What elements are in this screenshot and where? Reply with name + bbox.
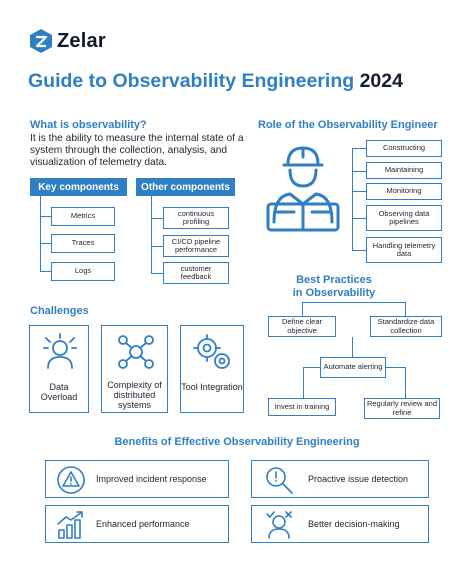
page-title bbox=[28, 70, 403, 93]
what-is-heading: What is observability? bbox=[30, 119, 147, 131]
challenge-card bbox=[180, 325, 244, 413]
brand-name: Zelar bbox=[57, 30, 106, 52]
challenges-heading: Challenges bbox=[30, 305, 89, 317]
practice-training: Invest in training bbox=[268, 398, 336, 416]
engineer-icon bbox=[260, 142, 346, 242]
role-telemetry: Handling telemetry data bbox=[366, 237, 442, 263]
connector bbox=[151, 218, 163, 219]
zelar-logo-icon bbox=[30, 29, 52, 53]
connector bbox=[352, 148, 366, 149]
title-main: Guide to Observability Engineering bbox=[28, 70, 360, 92]
role-maintaining: Maintaining bbox=[366, 162, 442, 179]
connector bbox=[302, 302, 406, 303]
benefit-issue-detection: Proactive issue detection bbox=[308, 474, 409, 484]
practice-automate-alerting: Automate alerting bbox=[320, 357, 386, 378]
key-components-connector bbox=[40, 196, 41, 272]
benefit-card bbox=[45, 460, 229, 498]
tool-integration-icon bbox=[194, 334, 232, 370]
best-practices-heading-line1: Best Practices bbox=[296, 274, 372, 286]
connector bbox=[151, 246, 163, 247]
other-component-profiling: continuous profiling bbox=[163, 207, 229, 229]
decision-making-icon bbox=[264, 510, 294, 540]
challenge-complexity: Complexity of distributed systems bbox=[107, 380, 162, 410]
issue-detection-icon bbox=[264, 465, 294, 495]
best-practices-heading bbox=[270, 274, 398, 300]
other-components-header: Other components bbox=[136, 178, 235, 196]
connector bbox=[40, 243, 51, 244]
challenge-card bbox=[101, 325, 168, 413]
other-components-connector bbox=[151, 196, 152, 274]
benefit-card bbox=[45, 505, 229, 543]
benefit-card bbox=[251, 505, 429, 543]
benefit-incident-response: Improved incident response bbox=[96, 474, 207, 484]
connector bbox=[303, 367, 320, 368]
practice-define-objective: Define clear objective bbox=[268, 316, 336, 337]
connector bbox=[352, 218, 366, 219]
best-practices-heading-line2: in Observability bbox=[292, 287, 376, 299]
connector bbox=[352, 191, 366, 192]
connector bbox=[40, 271, 51, 272]
connector bbox=[352, 337, 353, 357]
key-component-logs: Logs bbox=[51, 262, 115, 281]
role-pipelines: Observing data pipelines bbox=[366, 205, 442, 231]
benefit-performance: Enhanced performance bbox=[96, 519, 190, 529]
challenge-card bbox=[29, 325, 89, 413]
benefit-decision-making: Better decision-making bbox=[308, 519, 400, 529]
practice-review: Regularly review and refine bbox=[364, 398, 440, 419]
connector bbox=[303, 367, 304, 398]
distributed-systems-icon bbox=[117, 334, 155, 370]
connector bbox=[352, 171, 366, 172]
role-monitoring: Monitoring bbox=[366, 183, 442, 200]
role-connector bbox=[352, 148, 353, 251]
role-constructing: Constructing bbox=[366, 140, 442, 157]
what-is-text: It is the ability to measure the internal state of a system through the collection, analysis, and visualization of telemetry data. bbox=[30, 133, 244, 168]
practice-standardize: Standardize data collection bbox=[370, 316, 442, 337]
connector bbox=[405, 367, 406, 398]
performance-growth-icon bbox=[56, 510, 86, 540]
other-component-cicd: CI/CD pipeline performance bbox=[163, 235, 229, 257]
key-components-header: Key components bbox=[30, 178, 127, 196]
incident-alert-icon bbox=[56, 465, 86, 495]
challenge-tool-integration: Tool Integration bbox=[181, 382, 243, 392]
connector bbox=[386, 367, 405, 368]
challenge-data-overload: Data Overload bbox=[40, 382, 78, 402]
data-overload-icon bbox=[43, 334, 77, 370]
title-year: 2024 bbox=[359, 70, 403, 92]
role-heading: Role of the Observability Engineer bbox=[258, 119, 438, 131]
connector bbox=[352, 250, 366, 251]
connector bbox=[40, 216, 51, 217]
connector bbox=[151, 273, 163, 274]
connector bbox=[405, 302, 406, 316]
key-component-traces: Traces bbox=[51, 234, 115, 253]
connector bbox=[302, 302, 303, 316]
benefit-card bbox=[251, 460, 429, 498]
benefits-heading: Benefits of Effective Observability Engineering bbox=[114, 436, 360, 448]
other-component-feedback: customer feedback bbox=[163, 262, 229, 284]
key-component-metrics: Metrics bbox=[51, 207, 115, 226]
